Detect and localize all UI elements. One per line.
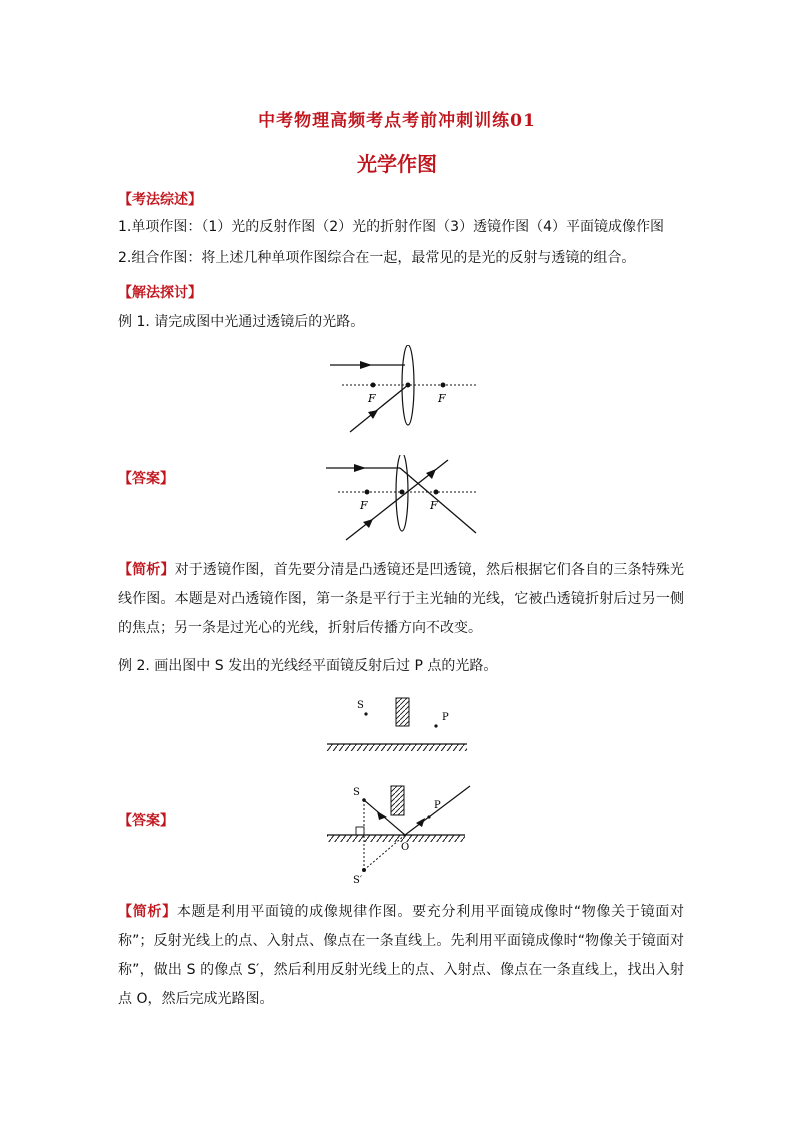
focus-point-left [371,383,376,388]
optical-center [406,383,411,388]
focus-label-left: F [368,392,376,405]
example2-analysis-label: 【简析】 [118,904,177,920]
example1-analysis-text: 对于透镜作图，首先要分清是凸透镜还是凹透镜，然后根据它们各自的三条特殊光线作图。本题是对凸透镜作图，第一条是平行于主光轴的光线，它被凸透镜折射后过另一侧的焦点；另一条是过光心的光线，折射后传播方向不改变。 [118,562,685,636]
focus-label-right: F [438,392,446,405]
answer-point-s-label: S [353,787,360,798]
overview-line-2: 2.组合作图：将上述几种单项作图综合在一起，最常见的是光的反射与透镜的组合。 [118,250,636,266]
example1-analysis [118,556,684,643]
answer-focus-label-left: F [360,499,368,512]
answer-point-p-label: P [434,800,441,811]
center-ray [350,385,408,432]
page-title: 中考物理高频考点考前冲刺训练01 [258,111,536,131]
example2-analysis-text: 本题是利用平面镜的成像规律作图。要充分利用平面镜成像时“物像关于镜面对称”；反射光线上的点、入射点、像点在一条直线上。先利用平面镜成像时“物像关于镜面对称”，做出 S 的像点 S′，然后利用反射光线上的点、入射点、像点在一条直线上，找出入射点 O，然后完成光路图。 [118,904,684,1007]
example2-analysis [118,898,684,1014]
overview-line-1: 1.单项作图：（1）光的反射作图（2）光的折射作图（3）透镜作图（4）平面镜成像作图 [118,219,664,235]
example2-question: 例 2. 画出图中 S 发出的光线经平面镜反射后过 P 点的光路。 [118,658,498,674]
example1-analysis-label: 【简析】 [118,562,175,578]
mirror-hatching [327,744,467,751]
overview-heading: 【考法综述】 [118,192,202,208]
answer-focus-label-right: F [430,499,438,512]
example1-question: 例 1. 请完成图中光通过透镜后的光路。 [118,314,365,330]
image-point-label: S′ [353,875,363,886]
focus-point-right [441,383,446,388]
point-s-label: S [357,700,364,711]
point-s [364,712,367,715]
example2-answer-diagram [325,783,475,888]
page-subtitle: 光学作图 [357,152,437,176]
point-p [434,724,437,727]
point-o-label: O [401,842,410,853]
refracted-ray [400,468,476,533]
point-p-label: P [442,712,449,723]
obstacle [396,698,409,726]
example2-answer-label: 【答案】 [118,813,174,829]
example1-answer-label: 【答案】 [118,471,174,487]
methods-heading: 【解法探讨】 [118,285,202,301]
example1-answer-diagram [318,455,483,545]
example1-lens-diagram [320,345,485,440]
example2-mirror-diagram [325,690,470,760]
